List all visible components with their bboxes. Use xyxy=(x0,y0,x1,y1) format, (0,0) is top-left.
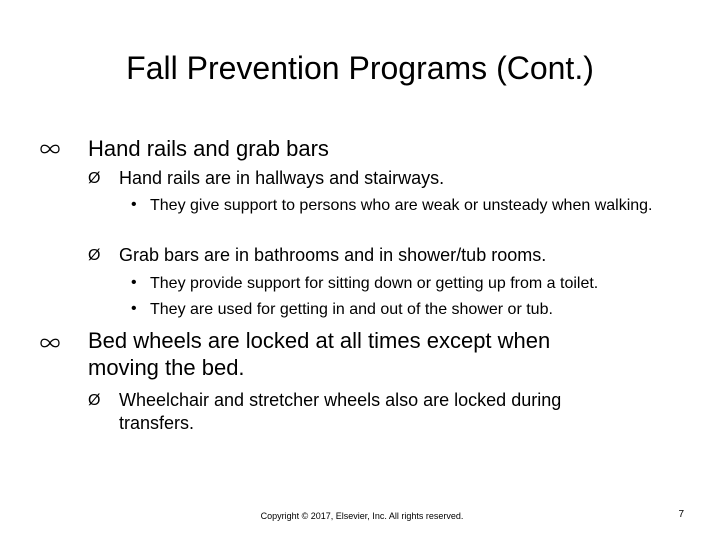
copyright-footer: Copyright © 2017, Elsevier, Inc. All rights reserved. xyxy=(260,511,464,521)
infinity-icon xyxy=(38,142,62,156)
dot-bullet-marker: • xyxy=(131,300,137,317)
slide-title: Fall Prevention Programs (Cont.) xyxy=(126,50,594,86)
page-number: 7 xyxy=(678,509,684,520)
dot-bullet-marker: • xyxy=(131,274,137,291)
bullet-hand-rails-grab-bars: Hand rails and grab bars xyxy=(88,136,329,161)
dot-bullet-marker: • xyxy=(131,196,137,213)
sub-bullet-hand-rails: Hand rails are in hallways and stairways. xyxy=(119,168,445,188)
sub-sub-bullet-support-walking: They give support to persons who are weak or unsteady when walking. xyxy=(150,197,653,214)
bullet-bed-wheels-locked: Bed wheels are locked at all times except when moving the bed. xyxy=(88,328,551,380)
arrow-bullet-marker: Ø xyxy=(88,170,101,187)
infinity-icon xyxy=(38,336,62,350)
sub-sub-bullet-shower-tub: They are used for getting in and out of the shower or tub. xyxy=(150,301,553,318)
sub-sub-bullet-toilet-support: They provide support for sitting down or getting up from a toilet. xyxy=(150,275,599,292)
arrow-bullet-marker: Ø xyxy=(88,392,101,409)
sub-bullet-grab-bars: Grab bars are in bathrooms and in shower/tub rooms. xyxy=(119,245,547,265)
sub-bullet-wheelchair-wheels: Wheelchair and stretcher wheels also are locked during transfers. xyxy=(119,390,562,433)
arrow-bullet-marker: Ø xyxy=(88,247,101,264)
